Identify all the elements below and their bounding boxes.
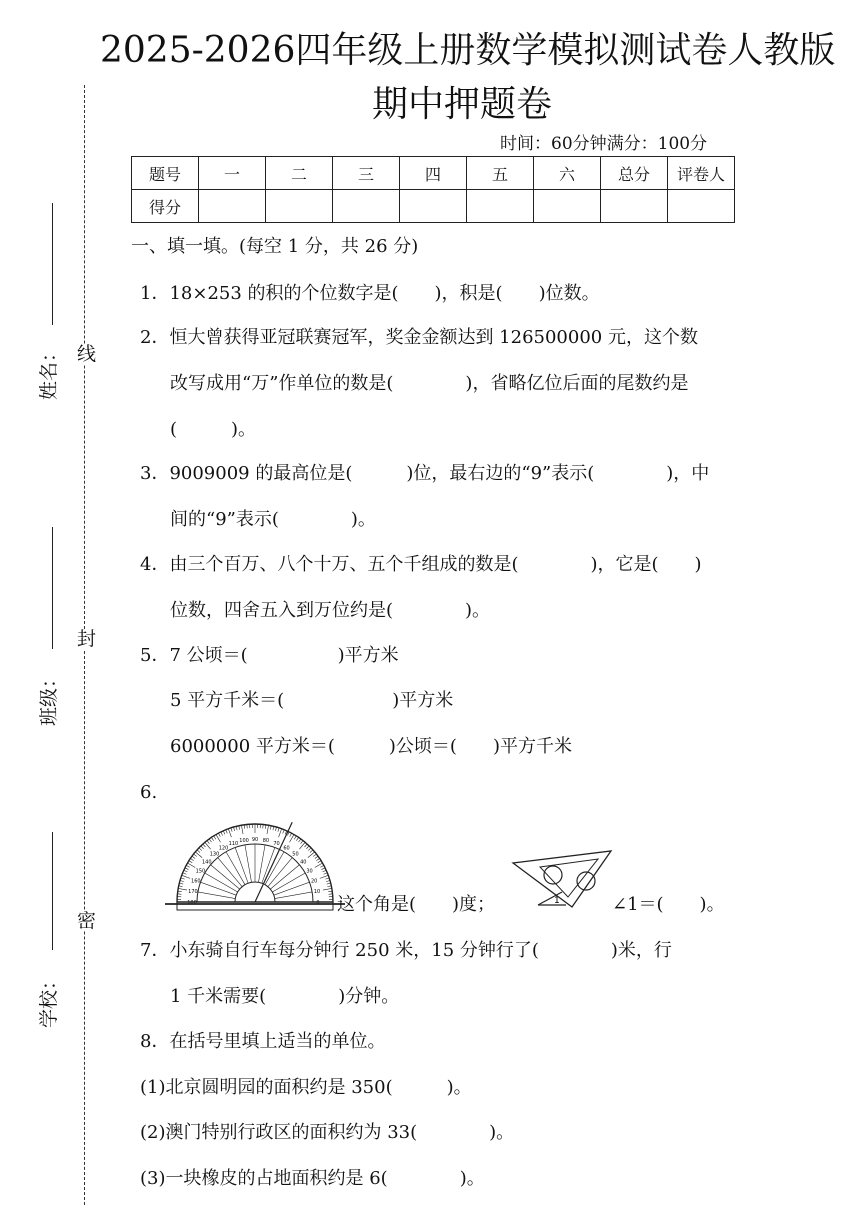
protractor-tick [185,868,189,870]
protractor-tick [241,825,243,834]
protractor-tick [326,881,330,882]
protractor-label: 130 [209,851,220,858]
protractor-label: 0 [316,900,320,906]
protractor-label: 170 [188,889,198,896]
seal-word-mi: 密 [77,910,97,932]
protractor-tick [325,878,329,879]
protractor-tick [234,827,235,831]
question-8-3: (3)一块橡皮的占地面积约是 6( )。 [140,1168,485,1189]
question-2-line1: 2．恒大曾获得亚冠联赛冠军，奖金金额达到 126500000 元，这个数 [140,327,698,348]
protractor-label: 180 [187,900,197,906]
score-cell: 五 [467,157,534,190]
score-input-cell[interactable] [199,190,266,223]
protractor-label: 90 [251,837,259,843]
question-4-line1: 4．由三个百万、八个十万、五个千组成的数是( )，它是( ) [140,554,702,575]
protractor-tick [275,827,276,831]
protractor-tick [301,841,303,844]
score-cell: 总分 [601,157,668,190]
score-input-cell[interactable] [400,190,467,223]
protractor-tick [270,826,271,830]
question-5-line3: 6000000 平方米＝( )公顷＝( )平方千米 [170,736,572,757]
protractor-label: 30 [306,868,313,875]
protractor-tick [180,881,184,882]
protractor-tick [192,856,195,858]
score-cell: 题号 [132,157,199,190]
protractor-tick [239,826,240,830]
question-5-line1: 5．7 公顷＝( )平方米 [140,645,399,666]
protractor-tick [179,886,183,887]
protractor-label: 40 [300,859,307,866]
protractor-tick [327,886,331,887]
protractor-tick [320,865,324,867]
seal-word-xian: 线 [77,343,97,365]
protractor-tick [306,846,309,849]
protractor-tick [211,837,213,840]
question-3-line1: 3．9009009 的最高位是( )位，最右边的“9”表示( )，中 [140,463,710,484]
protractor-tick [186,865,190,867]
protractor-tick [323,870,327,872]
question-5-line2: 5 平方千米＝( )平方米 [170,690,454,711]
protractor-tick [313,854,316,856]
protractor-tick [283,830,284,834]
protractor-tick [296,837,298,840]
protractor-tick [199,848,202,851]
protractor-tick [299,842,305,849]
protractor-tick [294,836,296,839]
protractor-label: 20 [311,878,318,885]
score-cell: 六 [534,157,601,190]
protractor-tick [324,873,328,874]
angle-pointer [255,822,292,902]
protractor-tick [223,831,225,835]
protractor-label: 110 [228,840,239,847]
protractor-tick [308,848,311,851]
protractor-tick [320,875,328,878]
protractor-tick [267,825,269,834]
protractor-tick [189,861,192,863]
score-cell: 三 [333,157,400,190]
protractor-tick [209,839,211,842]
protractor-tick [201,846,204,849]
question-4-line2: 位数，四舍五入到万位约是( )。 [170,600,491,621]
protractor-label: 60 [283,845,290,852]
page-title: 2025-2026四年级上册数学模拟测试卷人教版 [100,30,836,71]
name-blank[interactable] [52,203,53,325]
score-cell: 评卷人 [668,157,735,190]
protractor-tick [231,828,232,832]
protractor-tick [205,842,211,849]
protractor-label: 160 [191,878,201,885]
question-8-1: (1)北京圆明园的面积约是 350( )。 [140,1077,472,1098]
protractor-tick [197,850,200,853]
protractor-label: 120 [218,845,229,852]
question-2-line2: 改写成用“万”作单位的数是( )，省略亿位后面的尾数约是 [170,373,689,394]
protractor-tick [178,888,187,890]
protractor-label: 100 [239,837,249,844]
score-input-cell[interactable] [601,190,668,223]
score-value-row [132,190,735,223]
protractor-tick [278,828,279,832]
seal-word-feng: 封 [77,628,97,650]
protractor-tick [221,832,223,836]
score-cell: 二 [266,157,333,190]
question-8-2: (2)澳门特别行政区的面积约为 33( )。 [140,1122,515,1143]
score-table [131,156,735,223]
protractor-tick [195,852,202,858]
protractor-tick [218,833,220,837]
protractor-tick [308,852,315,858]
protractor-label: 50 [292,851,299,858]
angle-mark-label: 1 [554,896,560,906]
question-3-line2: 间的“9”表示( )。 [170,509,376,530]
school-blank[interactable] [52,832,53,950]
score-cell: 一 [199,157,266,190]
protractor-tick [226,830,227,834]
protractor-figure [165,820,345,915]
protractor-label: 10 [313,889,321,896]
protractor-tick [194,854,197,856]
score-input-cell[interactable] [467,190,534,223]
question-6-text2: ∠1＝( )。 [612,894,725,915]
question-1: 1．18×253 的积的个位数字是( )，积是( )位数。 [140,283,600,304]
page-subtitle: 期中押题卷 [372,84,553,125]
class-blank[interactable] [52,527,53,649]
protractor-tick [228,829,231,837]
protractor-tick [310,850,313,853]
score-header-row [132,157,735,190]
name-label: 姓名： [38,342,60,400]
protractor-tick [183,873,187,874]
question-8: 8．在括号里填上适当的单位。 [140,1031,386,1052]
protractor-label: 150 [195,868,206,875]
protractor-tick [322,868,326,870]
protractor-tick [181,878,185,879]
protractor-label: 70 [273,840,280,847]
class-label: 班级： [38,668,60,726]
score-input-cell[interactable] [534,190,601,223]
section-heading: 一、填一填。(每空 1 分，共 26 分) [131,236,419,257]
protractor-tick [203,844,206,847]
protractor-tick [182,875,190,878]
protractor-label: 80 [262,837,270,844]
protractor-tick [298,839,300,842]
score-cell: 四 [400,157,467,190]
protractor-tick [323,888,332,890]
score-input-cell[interactable] [266,190,333,223]
triangle-ruler-figure [510,845,615,910]
protractor-tick [316,858,319,860]
score-input-cell[interactable] [668,190,735,223]
protractor-tick [305,844,308,847]
protractor-tick [318,861,321,863]
question-7-line2: 1 千米需要( )分钟。 [170,986,400,1007]
question-2-line3: ( )。 [170,419,257,440]
protractor-tick [207,841,209,844]
school-label: 学校： [38,970,60,1028]
protractor-tick [279,829,282,837]
protractor-tick [190,858,193,860]
question-7-line1: 7．小东骑自行车每分钟行 250 米，15 分钟行了( )米，行 [140,940,672,961]
protractor-tick [184,870,188,872]
score-row-label: 得分 [132,190,199,223]
protractor-icon [165,822,345,910]
question-6-number: 6. [140,782,158,803]
protractor-tick [214,836,216,839]
question-6-text1: 这个角是( )度； [337,894,496,915]
protractor-tick [315,856,318,858]
triangle-inner-icon [540,859,598,897]
time-info: 时间：60分钟满分：100分 [500,134,708,154]
protractor-label: 140 [201,859,212,866]
protractor-tick [290,833,292,837]
score-input-cell[interactable] [333,190,400,223]
